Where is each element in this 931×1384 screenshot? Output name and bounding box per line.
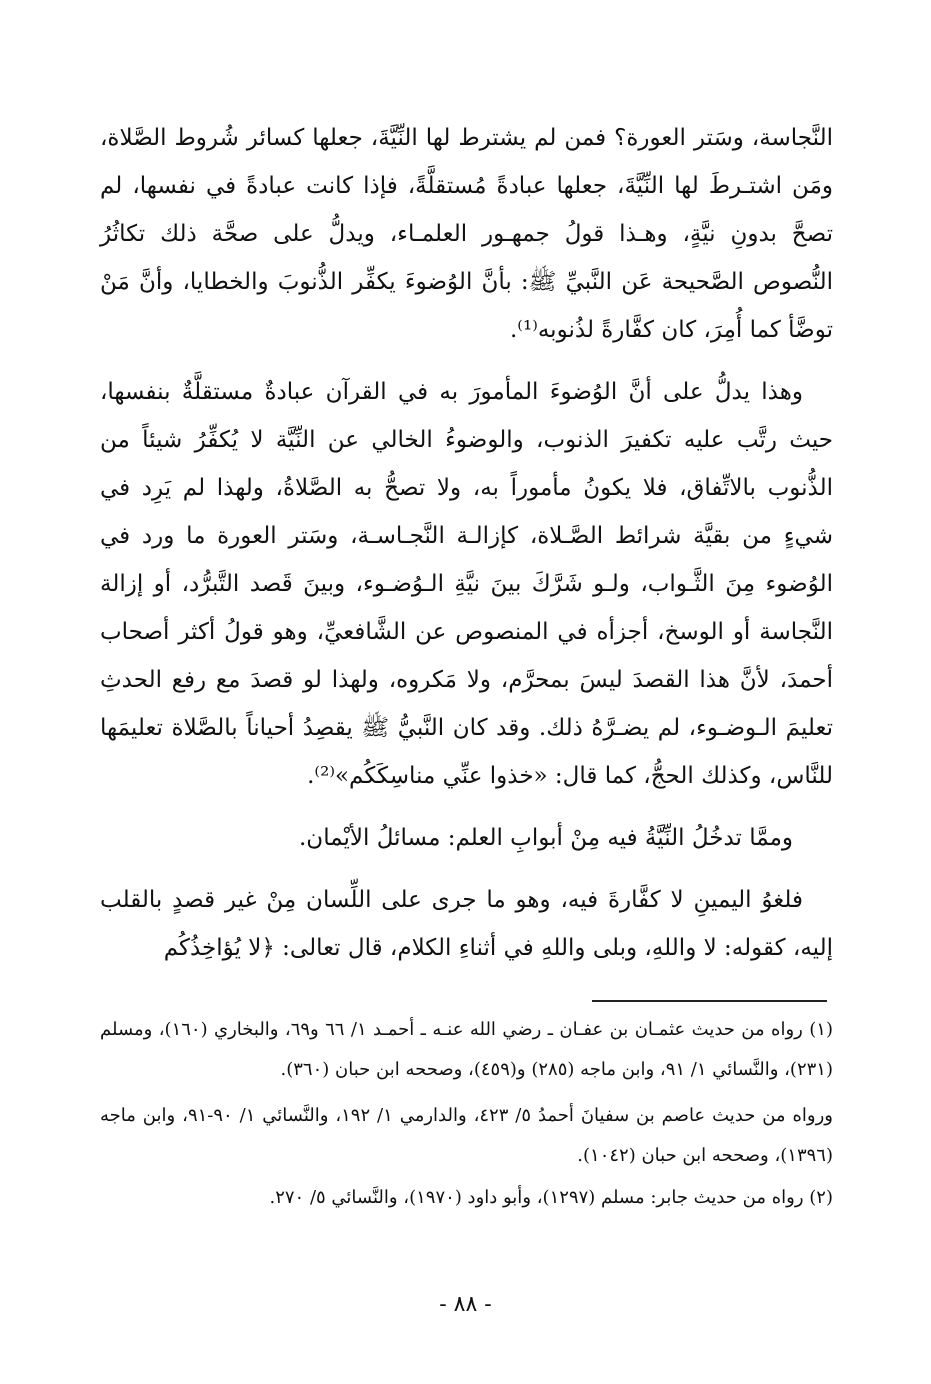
footnotes (100, 1010, 833, 1218)
paragraph: فلغوُ اليمينِ لا كفَّارةَ فيه، وهو ما جرى على اللِّسان مِنْ غير قصدٍ بالقلب إليه، كقوله: لا واللهِ، وبلى واللهِ في أثناءِ الكلام، قال تعالى: ﴿لا يُؤاخِذُكُم (100, 887, 833, 961)
main-text (100, 114, 833, 972)
paragraph: وممَّا تدخُلُ النِّيَّةُ فيه مِنْ أبوابِ العلم: مسائلُ الأيْمان. (299, 825, 793, 851)
page-number: - ٨٨ - (439, 1292, 492, 1317)
footnote: (١) رواه من حديث عثمـان بن عفـان ـ رضي الله عنـه ـ أحمـد ١/ ٦٦ و٦٩، والبخاري (١٦٠)، ومسلم (٢٣١)، والنَّسائي ١/ ٩١، وابن ماجه (٢٨٥) و(٤٥٩)، وصححه ابن حبان (٣٦٠). (100, 1019, 833, 1080)
footnote-divider (592, 1000, 827, 1002)
paragraph: وهذا يدلُّ على أنَّ الوُضوءَ المأمورَ به في القرآن عبادةٌ مستقلَّةٌ بنفسها، حيث رتَّب عليه تكفيرَ الذنوب، والوضوءُ الخالي عن النِّيَّة لا يُكفِّرُ شيئاً من الذُّنوب بالاتِّفاق، فلا يكونُ مأموراً به، ولا تصحُّ به الصَّلاةُ، ولهذا لم يَرِد في شيءٍ من بقيَّة شرائط الصَّـلاة، كإزالـة النَّجـاسـة، وسَتر العورة ما ورد في الوُضوء مِنَ الثَّـواب، ولـو شَرَّكَ بينَ نيَّةِ الـوُضـوء، وبينَ قَصد التَّبرُّد، أو إزالة النَّجاسة أو الوسخ، أجزأه في المنصوص عن الشَّافعيِّ، وهو قولُ أكثر أصحاب أحمدَ، لأنَّ هذا القصدَ ليسَ بمحرَّم، ولا مَكروه، ولهذا لو قصدَ مع رفع الحدثِ تعليمَ الـوضـوء، لم يضـرَّهُ ذلك. وقد كان النَّبيُّ ﷺ يقصِدُ أحياناً بالصَّلاة تعليمَها للنَّاس، وكذلك الحجُّ، كما قال: «خذوا عنِّي مناسِكَكُم»⁽²⁾. (100, 379, 833, 789)
footnote: ورواه من حديث عاصم بن سفيانَ أحمدُ ٥/ ٤٢٣، والدارمي ١/ ١٩٢، والنَّسائي ١/ ٩٠-٩١، وابن ماجه (١٣٩٦)، وصححه ابن حبان (١٠٤٢). (100, 1105, 833, 1166)
paragraph: النَّجاسة، وسَتر العورة؟ فمن لم يشترط لها النِّيَّةَ، جعلها كسائر شُروط الصَّلاة، ومَن اشتـرطَ لها النِّيَّةَ، جعلها عبادةً مُستقلَّةً، فإذا كانت عبادةً في نفسها، لم تصحَّ بدونِ نيَّةٍ، وهـذا قولُ جمهـور العلمـاء، ويدلُّ على صحَّة ذلك تكاثُرُ النُّصوص الصَّحيحة عَن النَّبيِّ ﷺ: بأنَّ الوُضوءَ يكفِّر الذُّنوبَ والخطايا، وأنَّ مَنْ توضَّأ كما أُمِرَ، كان كفَّارةً لذُنوبه⁽¹⁾. (100, 125, 833, 343)
footnote: (٢) رواه من حديث جابر: مسلم (١٢٩٧)، وأبو داود (١٩٧٠)، والنَّسائي ٥/ ٢٧٠. (269, 1187, 833, 1208)
